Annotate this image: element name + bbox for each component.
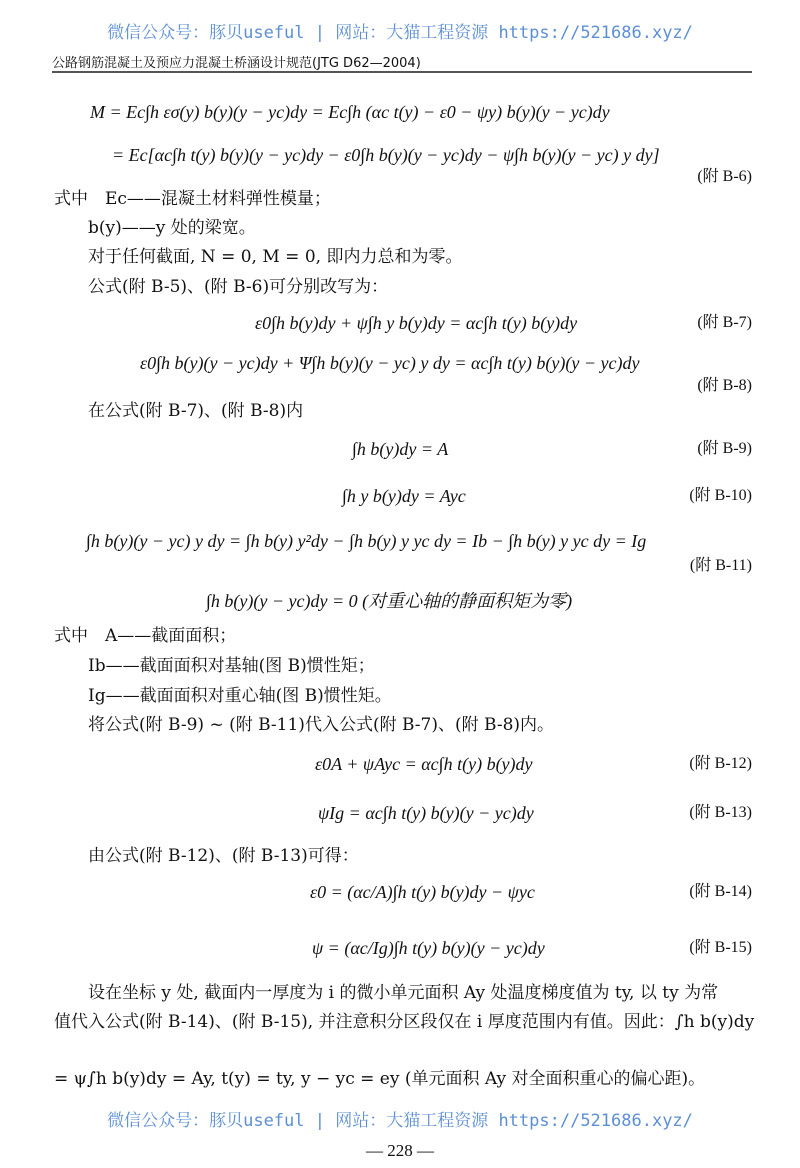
text-line: 对于任何截面, N = 0, M = 0, 即内力总和为零。 xyxy=(88,247,463,267)
equation-label: (附 B-7) xyxy=(697,314,752,331)
text-line: Ib——截面面积对基轴(图 B)惯性矩； xyxy=(88,656,375,676)
equation-label: (附 B-12) xyxy=(689,755,752,772)
equation-B15: ψ = (αc/Ig)∫h t(y) b(y)(y − yc)dy xyxy=(312,938,545,958)
equation-label: (附 B-11) xyxy=(689,557,752,574)
equation-B11: ∫h b(y)(y − yc) y dy = ∫h b(y) y²dy − ∫h b(y) y yc dy = Ib − ∫h b(y) y yc dy = Ig xyxy=(86,531,647,551)
watermark-bottom: 微信公众号：豚贝useful | 网站：大猫工程资源 https://521686.xyz/ xyxy=(107,1111,693,1131)
text-line: = ψ∫h b(y)dy = Ay, t(y) = ty, y − yc = ey (单元面积 Ay 对全面积重心的偏心距)。 xyxy=(54,1069,706,1089)
equation-label: (附 B-10) xyxy=(689,487,752,504)
text-line: 将公式(附 B-9) ~ (附 B-11)代入公式(附 B-7)、(附 B-8)内。 xyxy=(88,715,555,735)
text-line: Ig——截面面积对重心轴(图 B)惯性矩。 xyxy=(88,686,392,706)
equation-B9: ∫h b(y)dy = A xyxy=(352,439,449,459)
header-rule xyxy=(52,71,752,73)
equation-B7: ε0∫h b(y)dy + ψ∫h y b(y)dy = αc∫h t(y) b(y)dy xyxy=(255,313,578,333)
running-header: 公路钢筋混凝土及预应力混凝土桥涵设计规范(JTG D62—2004) xyxy=(52,56,421,71)
equation-label: (附 B-6) xyxy=(697,168,752,185)
watermark-top: 微信公众号：豚贝useful | 网站：大猫工程资源 https://521686.xyz/ xyxy=(107,23,693,43)
equation-line: M = Ec∫h εσ(y) b(y)(y − yc)dy = Ec∫h (αc t(y) − ε0 − ψy) b(y)(y − yc)dy xyxy=(90,102,610,122)
text-line: 式中 A——截面面积； xyxy=(54,626,237,646)
text-line: 公式(附 B-5)、(附 B-6)可分别改写为： xyxy=(88,277,389,297)
text-line: 在公式(附 B-7)、(附 B-8)内 xyxy=(88,401,304,421)
text-line: 由公式(附 B-12)、(附 B-13)可得： xyxy=(88,846,359,866)
equation-B12: ε0A + ψAyc = αc∫h t(y) b(y)dy xyxy=(315,754,533,774)
equation-label: (附 B-13) xyxy=(689,804,752,821)
equation-label: (附 B-14) xyxy=(689,883,752,900)
equation-B6: = Ec[αc∫h t(y) b(y)(y − yc)dy − ε0∫h b(y)(y − yc)dy − ψ∫h b(y)(y − yc) y dy] xyxy=(112,145,660,165)
equation-B13: ψIg = αc∫h t(y) b(y)(y − yc)dy xyxy=(318,803,534,823)
text-line: 式中 Ec——混凝土材料弹性模量； xyxy=(54,189,331,209)
page-number: — 228 — xyxy=(366,1141,434,1160)
equation-label: (附 B-8) xyxy=(697,377,752,394)
equation-line: ∫h b(y)(y − yc)dy = 0 (对重心轴的静面积矩为零) xyxy=(206,591,573,611)
equation-B14: ε0 = (αc/A)∫h t(y) b(y)dy − ψyc xyxy=(310,882,535,902)
equation-B8: ε0∫h b(y)(y − yc)dy + Ψ∫h b(y)(y − yc) y dy = αc∫h t(y) b(y)(y − yc)dy xyxy=(140,353,640,373)
text-line: b(y)——y 处的梁宽。 xyxy=(88,218,256,238)
equation-label: (附 B-15) xyxy=(689,939,752,956)
equation-label: (附 B-9) xyxy=(697,440,752,457)
equation-B10: ∫h y b(y)dy = Ayc xyxy=(342,486,466,506)
text-line: 值代入公式(附 B-14)、(附 B-15), 并注意积分区段仅在 i 厚度范围内有值。因此：∫h b(y)dy xyxy=(54,1012,755,1032)
text-line: 设在坐标 y 处, 截面内一厚度为 i 的微小单元面积 Ay 处温度梯度值为 ty, 以 ty 为常 xyxy=(88,983,719,1003)
